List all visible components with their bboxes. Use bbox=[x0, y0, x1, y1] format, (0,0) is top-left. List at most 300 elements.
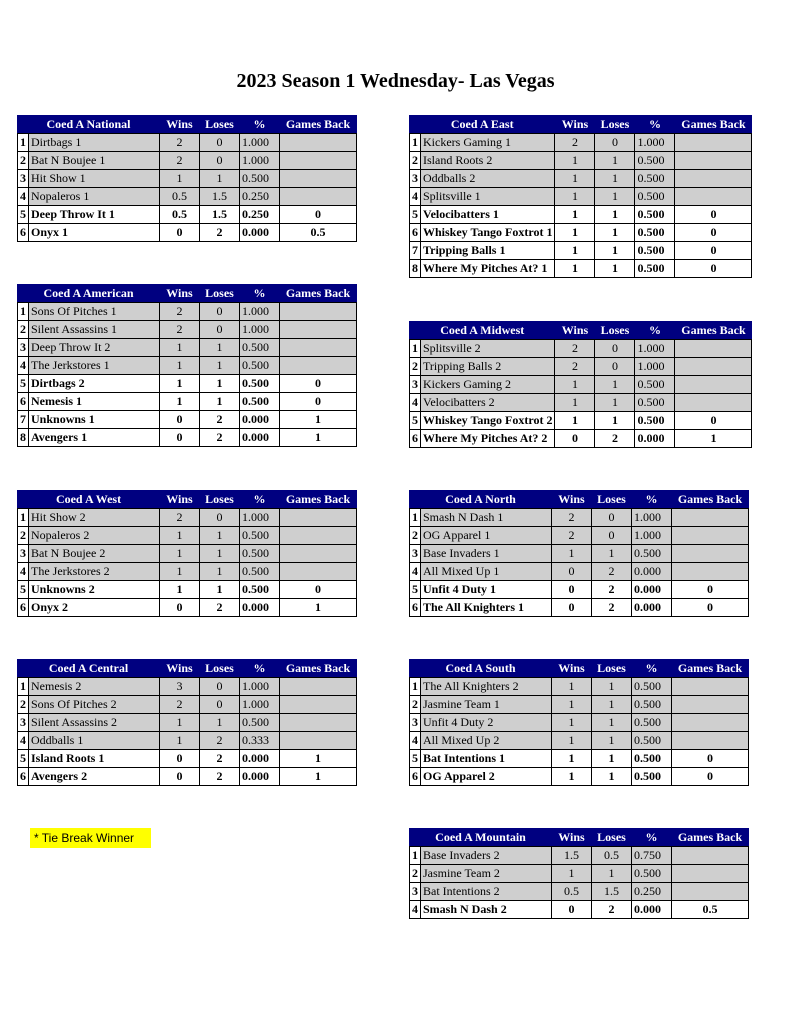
rank-cell: 1 bbox=[410, 509, 421, 527]
loses-cell: 1 bbox=[200, 563, 240, 581]
wins-cell: 0 bbox=[160, 750, 200, 768]
loses-cell: 2 bbox=[592, 581, 632, 599]
loses-cell: 2 bbox=[200, 750, 240, 768]
rank-cell: 6 bbox=[18, 393, 29, 411]
loses-cell: 1 bbox=[595, 152, 635, 170]
table-row bbox=[18, 134, 357, 152]
division-name: Coed A National bbox=[18, 116, 160, 134]
loses-cell: 1 bbox=[592, 714, 632, 732]
pct-cell: 1.000 bbox=[635, 134, 675, 152]
loses-cell: 2 bbox=[200, 599, 240, 617]
rank-cell: 5 bbox=[410, 412, 421, 430]
pct-cell: 0.500 bbox=[635, 242, 675, 260]
games-back-cell bbox=[280, 545, 357, 563]
wins-cell: 2 bbox=[160, 321, 200, 339]
wins-cell: 2 bbox=[555, 358, 595, 376]
table-row bbox=[410, 260, 752, 278]
pct-cell: 0.500 bbox=[240, 527, 280, 545]
wins-cell: 2 bbox=[160, 509, 200, 527]
table-row bbox=[410, 750, 749, 768]
wins-cell: 0.5 bbox=[160, 206, 200, 224]
rank-cell: 1 bbox=[18, 678, 29, 696]
team-name-cell: Bat N Boujee 2 bbox=[29, 545, 160, 563]
table-row bbox=[410, 412, 752, 430]
loses-cell: 2 bbox=[200, 768, 240, 786]
division-name: Coed A West bbox=[18, 491, 160, 509]
pct-cell: 0.500 bbox=[240, 714, 280, 732]
loses-cell: 0 bbox=[200, 134, 240, 152]
division-name: Coed A East bbox=[410, 116, 555, 134]
table-row bbox=[18, 303, 357, 321]
loses-cell: 2 bbox=[200, 411, 240, 429]
division-name: Coed A South bbox=[410, 660, 552, 678]
team-name-cell: Base Invaders 2 bbox=[421, 847, 552, 865]
loses-header: Loses bbox=[592, 829, 632, 847]
pct-cell: 1.000 bbox=[240, 152, 280, 170]
rank-cell: 1 bbox=[410, 847, 421, 865]
table-row bbox=[18, 563, 357, 581]
wins-cell: 1 bbox=[160, 732, 200, 750]
rank-cell: 1 bbox=[18, 303, 29, 321]
wins-cell: 1 bbox=[555, 376, 595, 394]
table-row bbox=[18, 393, 357, 411]
division-name: Coed A American bbox=[18, 285, 160, 303]
loses-header: Loses bbox=[200, 116, 240, 134]
team-name-cell: Nopaleros 1 bbox=[29, 188, 160, 206]
rank-cell: 5 bbox=[18, 581, 29, 599]
games-back-cell: 1 bbox=[675, 430, 752, 448]
wins-cell: 1 bbox=[552, 732, 592, 750]
loses-cell: 0 bbox=[200, 509, 240, 527]
rank-cell: 2 bbox=[410, 865, 421, 883]
division-table bbox=[409, 115, 752, 278]
wins-cell: 0 bbox=[552, 901, 592, 919]
games-back-cell bbox=[280, 303, 357, 321]
loses-header: Loses bbox=[595, 116, 635, 134]
table-row bbox=[18, 527, 357, 545]
pct-cell: 1.000 bbox=[635, 340, 675, 358]
pct-header: % bbox=[635, 116, 675, 134]
table-row bbox=[410, 883, 749, 901]
loses-cell: 2 bbox=[592, 563, 632, 581]
games-back-cell bbox=[672, 509, 749, 527]
table-row bbox=[18, 678, 357, 696]
loses-cell: 1 bbox=[200, 375, 240, 393]
division-name: Coed A Central bbox=[18, 660, 160, 678]
rank-cell: 6 bbox=[18, 224, 29, 242]
loses-header: Loses bbox=[595, 322, 635, 340]
table-row bbox=[410, 732, 749, 750]
wins-header: Wins bbox=[555, 116, 595, 134]
table-row bbox=[410, 527, 749, 545]
pct-cell: 0.500 bbox=[632, 678, 672, 696]
rank-cell: 2 bbox=[410, 696, 421, 714]
rank-cell: 3 bbox=[410, 376, 421, 394]
loses-cell: 1 bbox=[200, 545, 240, 563]
pct-cell: 0.000 bbox=[632, 599, 672, 617]
team-name-cell: Whiskey Tango Foxtrot 1 bbox=[421, 224, 555, 242]
games-back-cell bbox=[672, 732, 749, 750]
wins-cell: 1 bbox=[552, 678, 592, 696]
games-back-header: Games Back bbox=[675, 116, 752, 134]
loses-cell: 2 bbox=[200, 224, 240, 242]
loses-cell: 0 bbox=[592, 509, 632, 527]
games-back-cell bbox=[675, 152, 752, 170]
table-row bbox=[18, 750, 357, 768]
wins-cell: 1 bbox=[160, 581, 200, 599]
division-table bbox=[409, 321, 752, 448]
wins-cell: 3 bbox=[160, 678, 200, 696]
team-name-cell: Where My Pitches At? 2 bbox=[421, 430, 555, 448]
rank-cell: 2 bbox=[410, 527, 421, 545]
games-back-cell bbox=[280, 188, 357, 206]
rank-cell: 5 bbox=[18, 375, 29, 393]
wins-cell: 1 bbox=[160, 339, 200, 357]
rank-cell: 3 bbox=[410, 545, 421, 563]
wins-cell: 2 bbox=[160, 152, 200, 170]
pct-header: % bbox=[240, 285, 280, 303]
games-back-cell bbox=[672, 696, 749, 714]
pct-cell: 0.500 bbox=[240, 375, 280, 393]
team-name-cell: Tripping Balls 2 bbox=[421, 358, 555, 376]
rank-cell: 2 bbox=[18, 696, 29, 714]
wins-cell: 2 bbox=[555, 340, 595, 358]
team-name-cell: Smash N Dash 2 bbox=[421, 901, 552, 919]
loses-cell: 1 bbox=[595, 260, 635, 278]
loses-cell: 0 bbox=[200, 303, 240, 321]
pct-cell: 0.500 bbox=[632, 865, 672, 883]
division-table bbox=[17, 659, 357, 786]
loses-cell: 0.5 bbox=[592, 847, 632, 865]
pct-cell: 0.500 bbox=[635, 376, 675, 394]
table-header-row bbox=[410, 116, 752, 134]
games-back-cell bbox=[280, 678, 357, 696]
team-name-cell: Island Roots 2 bbox=[421, 152, 555, 170]
games-back-cell: 0 bbox=[672, 750, 749, 768]
team-name-cell: OG Apparel 2 bbox=[421, 768, 552, 786]
games-back-cell bbox=[280, 563, 357, 581]
rank-cell: 4 bbox=[410, 394, 421, 412]
rank-cell: 3 bbox=[18, 714, 29, 732]
wins-cell: 0 bbox=[160, 429, 200, 447]
pct-header: % bbox=[635, 322, 675, 340]
team-name-cell: Velocibatters 2 bbox=[421, 394, 555, 412]
games-back-cell bbox=[280, 170, 357, 188]
team-name-cell: All Mixed Up 1 bbox=[421, 563, 552, 581]
loses-cell: 1 bbox=[592, 768, 632, 786]
loses-cell: 0 bbox=[592, 527, 632, 545]
team-name-cell: Onyx 2 bbox=[29, 599, 160, 617]
division-table bbox=[17, 490, 357, 617]
team-name-cell: Island Roots 1 bbox=[29, 750, 160, 768]
team-name-cell: Silent Assassins 2 bbox=[29, 714, 160, 732]
table-row bbox=[410, 581, 749, 599]
table-row bbox=[410, 599, 749, 617]
games-back-cell bbox=[672, 714, 749, 732]
games-back-cell bbox=[672, 847, 749, 865]
wins-cell: 0.5 bbox=[552, 883, 592, 901]
loses-cell: 1 bbox=[595, 376, 635, 394]
wins-cell: 0 bbox=[552, 563, 592, 581]
loses-cell: 0 bbox=[200, 696, 240, 714]
wins-cell: 1 bbox=[160, 170, 200, 188]
rank-cell: 2 bbox=[410, 152, 421, 170]
rank-cell: 4 bbox=[410, 563, 421, 581]
games-back-cell: 0 bbox=[675, 412, 752, 430]
table-row bbox=[18, 411, 357, 429]
loses-cell: 2 bbox=[200, 429, 240, 447]
games-back-cell bbox=[672, 545, 749, 563]
rank-cell: 4 bbox=[18, 563, 29, 581]
pct-cell: 0.000 bbox=[240, 411, 280, 429]
rank-cell: 6 bbox=[410, 768, 421, 786]
rank-cell: 7 bbox=[18, 411, 29, 429]
rank-cell: 4 bbox=[410, 901, 421, 919]
pct-cell: 1.000 bbox=[240, 696, 280, 714]
loses-header: Loses bbox=[200, 660, 240, 678]
team-name-cell: Unknowns 1 bbox=[29, 411, 160, 429]
loses-cell: 1 bbox=[200, 339, 240, 357]
team-name-cell: Nemesis 1 bbox=[29, 393, 160, 411]
table-row bbox=[410, 242, 752, 260]
wins-cell: 1 bbox=[555, 206, 595, 224]
table-row bbox=[410, 152, 752, 170]
table-row bbox=[410, 376, 752, 394]
games-back-cell bbox=[675, 188, 752, 206]
team-name-cell: Jasmine Team 1 bbox=[421, 696, 552, 714]
table-header-row bbox=[18, 285, 357, 303]
pct-cell: 1.000 bbox=[635, 358, 675, 376]
games-back-cell: 0 bbox=[280, 206, 357, 224]
wins-cell: 1 bbox=[555, 224, 595, 242]
rank-cell: 1 bbox=[18, 509, 29, 527]
games-back-cell: 0 bbox=[675, 206, 752, 224]
games-back-cell: 0 bbox=[672, 599, 749, 617]
pct-cell: 0.500 bbox=[632, 732, 672, 750]
loses-header: Loses bbox=[200, 285, 240, 303]
pct-cell: 0.500 bbox=[240, 545, 280, 563]
wins-cell: 1 bbox=[160, 375, 200, 393]
loses-cell: 2 bbox=[592, 599, 632, 617]
games-back-cell bbox=[280, 696, 357, 714]
team-name-cell: Bat Intentions 1 bbox=[421, 750, 552, 768]
pct-header: % bbox=[632, 491, 672, 509]
pct-cell: 0.333 bbox=[240, 732, 280, 750]
pct-cell: 0.500 bbox=[240, 170, 280, 188]
table-row bbox=[18, 339, 357, 357]
pct-header: % bbox=[240, 116, 280, 134]
team-name-cell: Bat N Boujee 1 bbox=[29, 152, 160, 170]
table-row bbox=[18, 206, 357, 224]
games-back-cell bbox=[672, 883, 749, 901]
loses-header: Loses bbox=[592, 660, 632, 678]
pct-header: % bbox=[240, 491, 280, 509]
wins-header: Wins bbox=[160, 491, 200, 509]
rank-cell: 3 bbox=[410, 170, 421, 188]
wins-cell: 0 bbox=[160, 599, 200, 617]
games-back-cell: 0 bbox=[675, 224, 752, 242]
loses-cell: 1 bbox=[200, 527, 240, 545]
games-back-cell bbox=[280, 134, 357, 152]
loses-cell: 1 bbox=[592, 545, 632, 563]
wins-cell: 1 bbox=[555, 170, 595, 188]
wins-cell: 2 bbox=[552, 509, 592, 527]
team-name-cell: Oddballs 2 bbox=[421, 170, 555, 188]
rank-cell: 1 bbox=[410, 340, 421, 358]
table-row bbox=[18, 188, 357, 206]
games-back-cell bbox=[672, 563, 749, 581]
team-name-cell: All Mixed Up 2 bbox=[421, 732, 552, 750]
games-back-cell: 0 bbox=[675, 242, 752, 260]
pct-cell: 0.500 bbox=[635, 170, 675, 188]
wins-cell: 0 bbox=[160, 224, 200, 242]
games-back-header: Games Back bbox=[675, 322, 752, 340]
rank-cell: 6 bbox=[18, 768, 29, 786]
pct-cell: 1.000 bbox=[240, 134, 280, 152]
games-back-cell bbox=[672, 865, 749, 883]
loses-cell: 0 bbox=[200, 152, 240, 170]
pct-cell: 0.000 bbox=[632, 901, 672, 919]
pct-header: % bbox=[632, 660, 672, 678]
division-table bbox=[17, 284, 357, 447]
loses-header: Loses bbox=[592, 491, 632, 509]
rank-cell: 6 bbox=[18, 599, 29, 617]
team-name-cell: The All Knighters 1 bbox=[421, 599, 552, 617]
table-header-row bbox=[410, 829, 749, 847]
rank-cell: 5 bbox=[18, 206, 29, 224]
team-name-cell: Sons Of Pitches 2 bbox=[29, 696, 160, 714]
table-row bbox=[18, 714, 357, 732]
rank-cell: 3 bbox=[18, 545, 29, 563]
wins-header: Wins bbox=[552, 491, 592, 509]
team-name-cell: Unfit 4 Duty 1 bbox=[421, 581, 552, 599]
pct-cell: 0.000 bbox=[635, 430, 675, 448]
table-row bbox=[18, 545, 357, 563]
table-row bbox=[18, 599, 357, 617]
games-back-header: Games Back bbox=[280, 116, 357, 134]
team-name-cell: Deep Throw It 1 bbox=[29, 206, 160, 224]
rank-cell: 5 bbox=[410, 206, 421, 224]
table-row bbox=[18, 696, 357, 714]
games-back-cell: 1 bbox=[280, 768, 357, 786]
games-back-header: Games Back bbox=[672, 829, 749, 847]
pct-cell: 0.500 bbox=[240, 339, 280, 357]
table-header-row bbox=[410, 491, 749, 509]
wins-cell: 1 bbox=[552, 750, 592, 768]
team-name-cell: Unknowns 2 bbox=[29, 581, 160, 599]
page-title: 2023 Season 1 Wednesday- Las Vegas bbox=[236, 70, 555, 92]
rank-cell: 6 bbox=[410, 224, 421, 242]
rank-cell: 8 bbox=[410, 260, 421, 278]
pct-cell: 0.500 bbox=[635, 188, 675, 206]
wins-cell: 1 bbox=[555, 260, 595, 278]
team-name-cell: Jasmine Team 2 bbox=[421, 865, 552, 883]
pct-header: % bbox=[240, 660, 280, 678]
pct-cell: 1.000 bbox=[240, 321, 280, 339]
table-row bbox=[18, 732, 357, 750]
pct-cell: 0.000 bbox=[240, 224, 280, 242]
games-back-cell bbox=[675, 340, 752, 358]
table-row bbox=[410, 134, 752, 152]
games-back-cell: 0 bbox=[672, 581, 749, 599]
games-back-cell bbox=[280, 339, 357, 357]
team-name-cell: Splitsville 1 bbox=[421, 188, 555, 206]
wins-cell: 2 bbox=[160, 696, 200, 714]
games-back-cell bbox=[280, 527, 357, 545]
pct-cell: 1.000 bbox=[240, 303, 280, 321]
pct-cell: 0.000 bbox=[632, 563, 672, 581]
team-name-cell: The Jerkstores 2 bbox=[29, 563, 160, 581]
table-row bbox=[18, 768, 357, 786]
pct-cell: 1.000 bbox=[632, 527, 672, 545]
loses-cell: 1 bbox=[595, 412, 635, 430]
table-row bbox=[18, 375, 357, 393]
table-header-row bbox=[18, 660, 357, 678]
games-back-header: Games Back bbox=[280, 285, 357, 303]
pct-cell: 0.500 bbox=[635, 152, 675, 170]
wins-cell: 0.5 bbox=[160, 188, 200, 206]
wins-header: Wins bbox=[160, 285, 200, 303]
games-back-cell bbox=[675, 170, 752, 188]
loses-cell: 1.5 bbox=[200, 206, 240, 224]
team-name-cell: Base Invaders 1 bbox=[421, 545, 552, 563]
team-name-cell: Unfit 4 Duty 2 bbox=[421, 714, 552, 732]
games-back-header: Games Back bbox=[672, 491, 749, 509]
team-name-cell: Where My Pitches At? 1 bbox=[421, 260, 555, 278]
team-name-cell: The All Knighters 2 bbox=[421, 678, 552, 696]
table-row bbox=[410, 865, 749, 883]
wins-cell: 1 bbox=[160, 357, 200, 375]
team-name-cell: Velocibatters 1 bbox=[421, 206, 555, 224]
team-name-cell: The Jerkstores 1 bbox=[29, 357, 160, 375]
games-back-cell bbox=[675, 134, 752, 152]
team-name-cell: Dirtbags 2 bbox=[29, 375, 160, 393]
team-name-cell: Oddballs 1 bbox=[29, 732, 160, 750]
loses-cell: 1 bbox=[595, 224, 635, 242]
games-back-cell: 1 bbox=[280, 411, 357, 429]
pct-cell: 1.000 bbox=[632, 509, 672, 527]
table-header-row bbox=[410, 660, 749, 678]
games-back-cell: 1 bbox=[280, 750, 357, 768]
loses-cell: 0 bbox=[595, 340, 635, 358]
loses-cell: 1 bbox=[200, 170, 240, 188]
games-back-cell: 0 bbox=[280, 581, 357, 599]
team-name-cell: Whiskey Tango Foxtrot 2 bbox=[421, 412, 555, 430]
wins-cell: 1 bbox=[160, 545, 200, 563]
team-name-cell: Hit Show 1 bbox=[29, 170, 160, 188]
games-back-cell bbox=[280, 732, 357, 750]
pct-cell: 0.000 bbox=[240, 768, 280, 786]
table-row bbox=[410, 394, 752, 412]
loses-cell: 1 bbox=[592, 678, 632, 696]
loses-cell: 1 bbox=[592, 696, 632, 714]
wins-cell: 1 bbox=[160, 563, 200, 581]
table-row bbox=[410, 847, 749, 865]
team-name-cell: Deep Throw It 2 bbox=[29, 339, 160, 357]
table-row bbox=[410, 545, 749, 563]
team-name-cell: Splitsville 2 bbox=[421, 340, 555, 358]
pct-cell: 0.000 bbox=[632, 581, 672, 599]
games-back-cell: 1 bbox=[280, 429, 357, 447]
wins-cell: 0 bbox=[552, 599, 592, 617]
table-row bbox=[410, 714, 749, 732]
table-row bbox=[18, 509, 357, 527]
wins-cell: 1 bbox=[552, 696, 592, 714]
rank-cell: 8 bbox=[18, 429, 29, 447]
pct-cell: 0.500 bbox=[240, 581, 280, 599]
pct-cell: 0.500 bbox=[632, 750, 672, 768]
table-row bbox=[410, 696, 749, 714]
